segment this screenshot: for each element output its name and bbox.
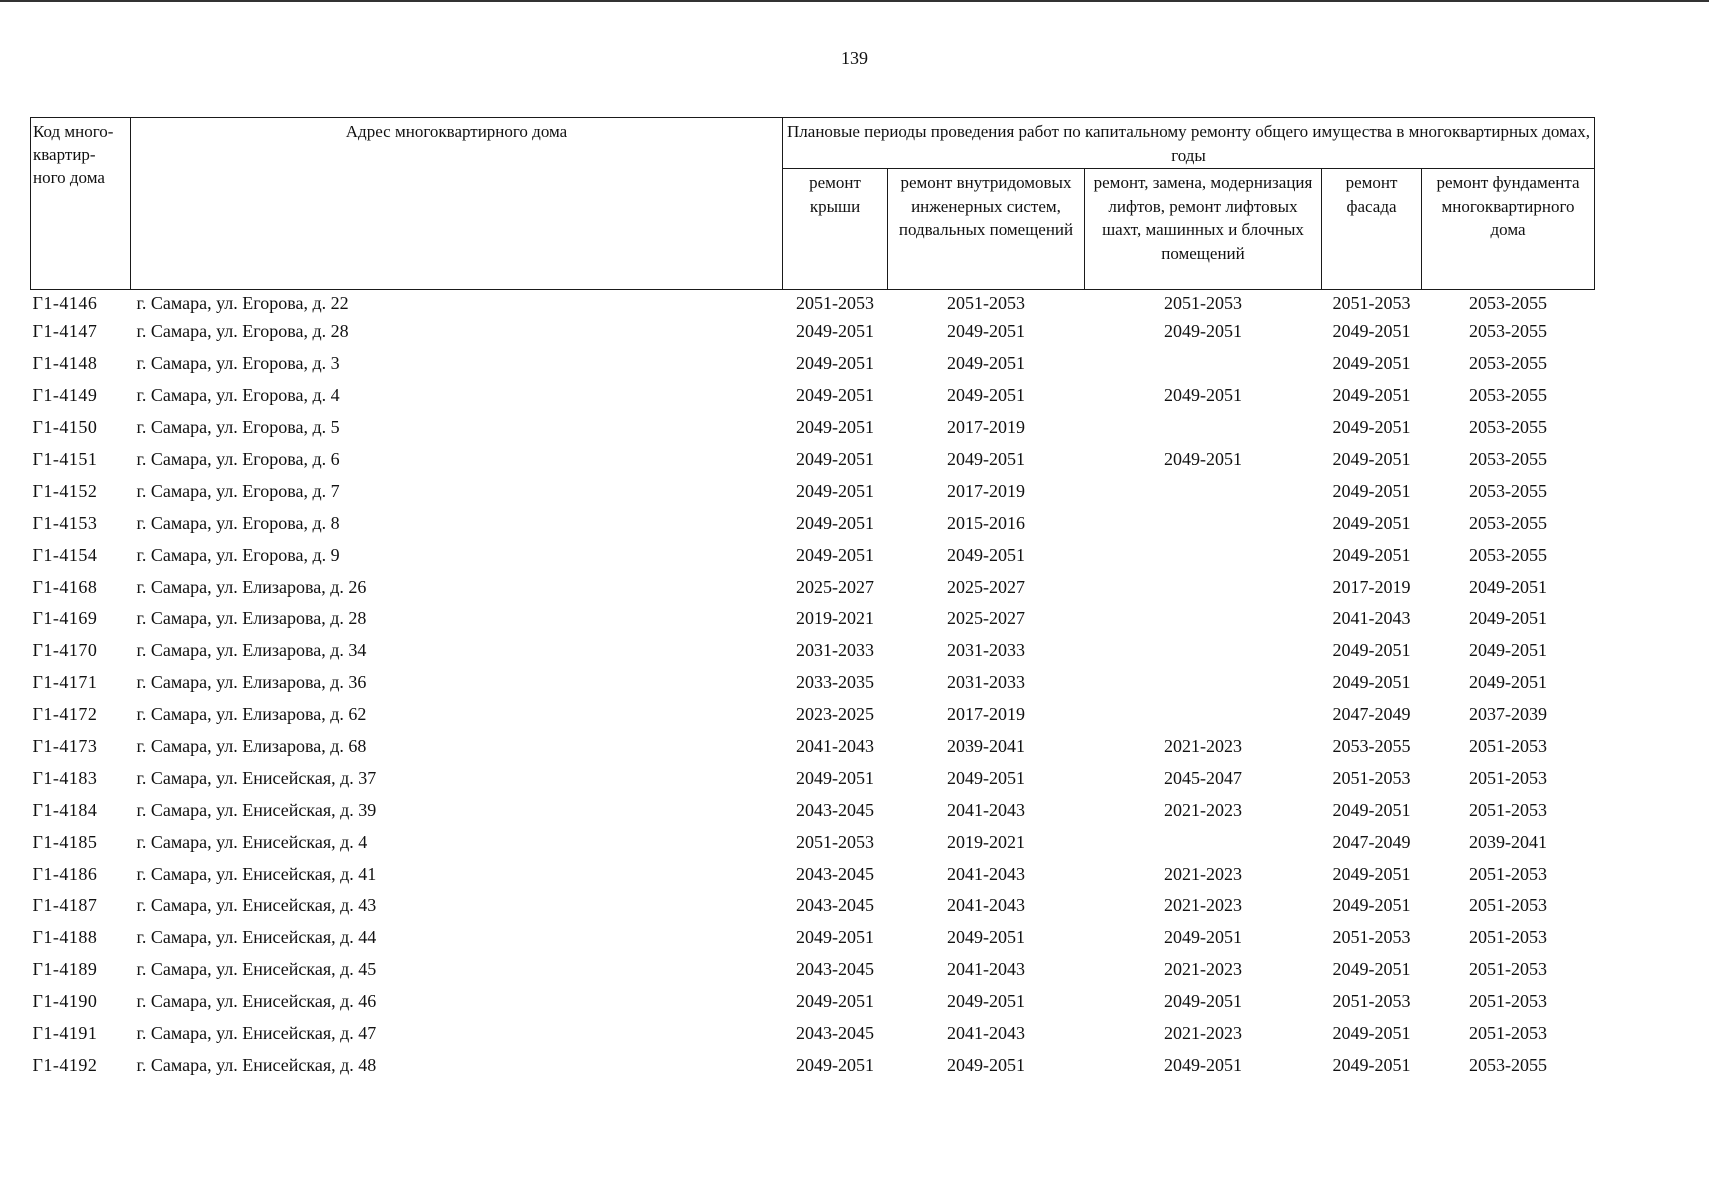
building-address-cell: г. Самара, ул. Егорова, д. 6 [136, 449, 340, 469]
roof-repair-period-cell: 2049-2051 [796, 991, 874, 1012]
table-row [31, 316, 1595, 348]
engineering-repair-period-cell: 2049-2051 [947, 767, 1025, 788]
engineering-repair-period-cell: 2041-2043 [947, 799, 1025, 820]
foundation-repair-period-cell: 2051-2053 [1469, 959, 1548, 980]
facade-repair-period-cell: 2049-2051 [1332, 863, 1411, 884]
schedule-table [30, 117, 1595, 1081]
table-row [31, 890, 1595, 922]
foundation-repair-period-cell: 2053-2055 [1469, 480, 1548, 501]
table-row [31, 826, 1595, 858]
foundation-repair-period-cell: 2039-2041 [1469, 831, 1548, 852]
building-code-cell: Г1-4186 [32, 863, 98, 884]
building-code-cell: Г1-4191 [32, 1023, 98, 1044]
foundation-repair-period-cell: 2053-2055 [1469, 449, 1548, 469]
facade-repair-period-cell: 2049-2051 [1332, 959, 1411, 980]
building-address-cell: г. Самара, ул. Енисейская, д. 45 [136, 959, 377, 980]
foundation-repair-period-cell: 2053-2055 [1469, 385, 1548, 406]
foundation-repair-period-cell: 2051-2053 [1469, 927, 1548, 948]
building-address-cell: г. Самара, ул. Енисейская, д. 44 [136, 927, 377, 948]
foundation-repair-period-cell: 2051-2053 [1469, 736, 1548, 757]
foundation-repair-period-cell: 2053-2055 [1469, 353, 1548, 374]
building-address-cell: г. Самара, ул. Егорова, д. 8 [136, 512, 340, 533]
elevator-repair-period-cell [1085, 826, 1322, 858]
elevator-repair-period-cell: 2045-2047 [1164, 767, 1242, 788]
building-address-cell: г. Самара, ул. Елизарова, д. 28 [136, 608, 367, 629]
building-address-cell: г. Самара, ул. Егорова, д. 22 [136, 292, 349, 313]
building-address-cell: г. Самара, ул. Енисейская, д. 47 [136, 1023, 377, 1044]
building-code-cell: Г1-4184 [32, 799, 98, 820]
building-address-cell: г. Самара, ул. Егорова, д. 4 [136, 385, 340, 406]
foundation-repair-period-cell: 2053-2055 [1469, 321, 1548, 342]
header-building-code: Код много-квартир-ного дома [31, 118, 131, 290]
table-row [31, 475, 1595, 507]
engineering-repair-period-cell: 2049-2051 [947, 991, 1025, 1012]
elevator-repair-period-cell [1085, 667, 1322, 699]
table-row [31, 603, 1595, 635]
building-code-cell: Г1-4168 [32, 576, 98, 597]
header-engineering-repair: ремонт внутридомовых инженерных систем, подвальных помещений [888, 169, 1085, 290]
elevator-repair-period-cell: 2021-2023 [1164, 959, 1242, 980]
roof-repair-period-cell: 2043-2045 [796, 799, 874, 820]
building-code-cell: Г1-4152 [32, 480, 98, 501]
elevator-repair-period-cell: 2021-2023 [1164, 863, 1242, 884]
roof-repair-period-cell: 2049-2051 [796, 353, 874, 374]
facade-repair-period-cell: 2049-2051 [1332, 385, 1411, 406]
header-roof-repair: ремонт крыши [783, 169, 888, 290]
roof-repair-period-cell: 2049-2051 [796, 385, 874, 406]
building-code-cell: Г1-4192 [32, 1054, 98, 1075]
elevator-repair-period-cell: 2049-2051 [1164, 449, 1242, 469]
table-row [31, 539, 1595, 571]
elevator-repair-period-cell: 2021-2023 [1164, 895, 1242, 916]
table-row [31, 290, 1595, 317]
facade-repair-period-cell: 2041-2043 [1332, 608, 1411, 629]
building-address-cell: г. Самара, ул. Егорова, д. 3 [136, 353, 340, 374]
elevator-repair-period-cell [1085, 539, 1322, 571]
facade-repair-period-cell: 2053-2055 [1332, 736, 1411, 757]
building-address-cell: г. Самара, ул. Елизарова, д. 34 [136, 640, 367, 661]
roof-repair-period-cell: 2019-2021 [796, 608, 874, 629]
elevator-repair-period-cell: 2021-2023 [1164, 736, 1242, 757]
table-row [31, 1018, 1595, 1050]
building-address-cell: г. Самара, ул. Елизарова, д. 68 [136, 736, 367, 757]
elevator-repair-period-cell [1085, 635, 1322, 667]
table-row [31, 507, 1595, 539]
building-code-cell: Г1-4172 [32, 704, 98, 725]
facade-repair-period-cell: 2049-2051 [1332, 672, 1411, 693]
top-border-line [0, 0, 1709, 2]
building-code-cell: Г1-4173 [32, 736, 98, 757]
elevator-repair-period-cell: 2021-2023 [1164, 1023, 1242, 1044]
building-code-cell: Г1-4150 [32, 417, 98, 438]
table-row [31, 986, 1595, 1018]
building-address-cell: г. Самара, ул. Енисейская, д. 4 [136, 831, 368, 852]
engineering-repair-period-cell: 2039-2041 [947, 736, 1025, 757]
building-address-cell: г. Самара, ул. Енисейская, д. 39 [136, 799, 377, 820]
building-code-cell: Г1-4190 [32, 991, 98, 1012]
building-code-cell: Г1-4188 [32, 927, 98, 948]
table-row [31, 667, 1595, 699]
table-body [31, 290, 1595, 1082]
roof-repair-period-cell: 2049-2051 [796, 1054, 874, 1075]
foundation-repair-period-cell: 2053-2055 [1469, 1054, 1548, 1075]
building-code-cell: Г1-4147 [32, 321, 98, 342]
building-address-cell: г. Самара, ул. Елизарова, д. 26 [136, 576, 367, 597]
building-address-cell: г. Самара, ул. Енисейская, д. 48 [136, 1054, 377, 1075]
building-code-cell: Г1-4170 [32, 640, 98, 661]
facade-repair-period-cell: 2049-2051 [1332, 544, 1411, 565]
building-address-cell: г. Самара, ул. Егорова, д. 28 [136, 321, 349, 342]
engineering-repair-period-cell: 2049-2051 [947, 927, 1025, 948]
facade-repair-period-cell: 2047-2049 [1332, 831, 1411, 852]
engineering-repair-period-cell: 2049-2051 [947, 321, 1025, 342]
facade-repair-period-cell: 2049-2051 [1332, 640, 1411, 661]
elevator-repair-period-cell: 2049-2051 [1164, 385, 1242, 406]
engineering-repair-period-cell: 2049-2051 [947, 353, 1025, 374]
roof-repair-period-cell: 2049-2051 [796, 321, 874, 342]
foundation-repair-period-cell: 2051-2053 [1469, 895, 1548, 916]
roof-repair-period-cell: 2049-2051 [796, 449, 874, 469]
table-row [31, 699, 1595, 731]
engineering-repair-period-cell: 2049-2051 [947, 1054, 1025, 1075]
roof-repair-period-cell: 2043-2045 [796, 863, 874, 884]
header-facade-repair: ремонт фасада [1322, 169, 1422, 290]
elevator-repair-period-cell: 2049-2051 [1164, 321, 1242, 342]
foundation-repair-period-cell: 2053-2055 [1469, 512, 1548, 533]
engineering-repair-period-cell: 2031-2033 [947, 640, 1025, 661]
roof-repair-period-cell: 2025-2027 [796, 576, 874, 597]
building-address-cell: г. Самара, ул. Елизарова, д. 36 [136, 672, 367, 693]
capital-repair-schedule-table [30, 117, 1595, 1081]
engineering-repair-period-cell: 2041-2043 [947, 1023, 1025, 1044]
elevator-repair-period-cell [1085, 699, 1322, 731]
table-row [31, 635, 1595, 667]
engineering-repair-period-cell: 2041-2043 [947, 959, 1025, 980]
roof-repair-period-cell: 2049-2051 [796, 927, 874, 948]
engineering-repair-period-cell: 2049-2051 [947, 544, 1025, 565]
building-code-cell: Г1-4187 [32, 895, 98, 916]
facade-repair-period-cell: 2051-2053 [1332, 767, 1411, 788]
facade-repair-period-cell: 2049-2051 [1332, 321, 1411, 342]
building-code-cell: Г1-4153 [32, 512, 98, 533]
roof-repair-period-cell: 2023-2025 [796, 704, 874, 725]
roof-repair-period-cell: 2043-2045 [796, 1023, 874, 1044]
building-address-cell: г. Самара, ул. Енисейская, д. 41 [136, 863, 377, 884]
building-address-cell: г. Самара, ул. Енисейская, д. 46 [136, 991, 377, 1012]
facade-repair-period-cell: 2049-2051 [1332, 1023, 1411, 1044]
facade-repair-period-cell: 2049-2051 [1332, 895, 1411, 916]
roof-repair-period-cell: 2041-2043 [796, 736, 874, 757]
facade-repair-period-cell: 2049-2051 [1332, 512, 1411, 533]
foundation-repair-period-cell: 2051-2053 [1469, 863, 1548, 884]
elevator-repair-period-cell [1085, 412, 1322, 444]
foundation-repair-period-cell: 2049-2051 [1469, 640, 1548, 661]
foundation-repair-period-cell: 2049-2051 [1469, 672, 1548, 693]
building-code-cell: Г1-4189 [32, 959, 98, 980]
roof-repair-period-cell: 2049-2051 [796, 767, 874, 788]
roof-repair-period-cell: 2049-2051 [796, 512, 874, 533]
roof-repair-period-cell: 2031-2033 [796, 640, 874, 661]
foundation-repair-period-cell: 2049-2051 [1469, 576, 1548, 597]
building-code-cell: Г1-4149 [32, 385, 98, 406]
table-row [31, 794, 1595, 826]
facade-repair-period-cell: 2047-2049 [1332, 704, 1411, 725]
building-code-cell: Г1-4151 [32, 449, 98, 469]
engineering-repair-period-cell: 2041-2043 [947, 895, 1025, 916]
engineering-repair-period-cell: 2017-2019 [947, 417, 1025, 438]
table-header [31, 118, 1595, 290]
foundation-repair-period-cell: 2053-2055 [1469, 292, 1548, 313]
engineering-repair-period-cell: 2017-2019 [947, 704, 1025, 725]
engineering-repair-period-cell: 2025-2027 [947, 576, 1025, 597]
table-row [31, 922, 1595, 954]
foundation-repair-period-cell: 2053-2055 [1469, 544, 1548, 565]
building-address-cell: г. Самара, ул. Егорова, д. 5 [136, 417, 340, 438]
elevator-repair-period-cell: 2049-2051 [1164, 927, 1242, 948]
table-row [31, 1049, 1595, 1081]
elevator-repair-period-cell [1085, 603, 1322, 635]
facade-repair-period-cell: 2051-2053 [1332, 292, 1411, 313]
roof-repair-period-cell: 2043-2045 [796, 959, 874, 980]
header-planned-periods: Плановые периоды проведения работ по капитальному ремонту общего имущества в многоквартирных домах, годы [783, 118, 1595, 169]
table-row [31, 571, 1595, 603]
building-code-cell: Г1-4169 [32, 608, 98, 629]
table-row [31, 348, 1595, 380]
table-row [31, 412, 1595, 444]
roof-repair-period-cell: 2043-2045 [796, 895, 874, 916]
facade-repair-period-cell: 2049-2051 [1332, 417, 1411, 438]
table-row [31, 444, 1595, 476]
table-row [31, 762, 1595, 794]
facade-repair-period-cell: 2049-2051 [1332, 449, 1411, 469]
building-address-cell: г. Самара, ул. Енисейская, д. 43 [136, 895, 377, 916]
facade-repair-period-cell: 2051-2053 [1332, 991, 1411, 1012]
foundation-repair-period-cell: 2053-2055 [1469, 417, 1548, 438]
building-code-cell: Г1-4154 [32, 544, 98, 565]
elevator-repair-period-cell [1085, 507, 1322, 539]
elevator-repair-period-cell: 2049-2051 [1164, 991, 1242, 1012]
building-address-cell: г. Самара, ул. Егорова, д. 9 [136, 544, 340, 565]
foundation-repair-period-cell: 2051-2053 [1469, 799, 1548, 820]
foundation-repair-period-cell: 2049-2051 [1469, 608, 1548, 629]
facade-repair-period-cell: 2049-2051 [1332, 799, 1411, 820]
roof-repair-period-cell: 2033-2035 [796, 672, 874, 693]
foundation-repair-period-cell: 2051-2053 [1469, 767, 1548, 788]
engineering-repair-period-cell: 2049-2051 [947, 385, 1025, 406]
roof-repair-period-cell: 2051-2053 [796, 831, 874, 852]
header-elevator-repair: ремонт, замена, модернизация лифтов, ремонт лифтовых шахт, машинных и блочных помещений [1085, 169, 1322, 290]
engineering-repair-period-cell: 2017-2019 [947, 480, 1025, 501]
engineering-repair-period-cell: 2031-2033 [947, 672, 1025, 693]
elevator-repair-period-cell: 2021-2023 [1164, 799, 1242, 820]
table-row [31, 954, 1595, 986]
facade-repair-period-cell: 2017-2019 [1332, 576, 1411, 597]
elevator-repair-period-cell [1085, 475, 1322, 507]
foundation-repair-period-cell: 2037-2039 [1469, 704, 1548, 725]
building-address-cell: г. Самара, ул. Елизарова, д. 62 [136, 704, 367, 725]
elevator-repair-period-cell [1085, 571, 1322, 603]
building-code-cell: Г1-4146 [32, 292, 98, 313]
elevator-repair-period-cell: 2051-2053 [1164, 292, 1242, 313]
page-number: 139 [841, 48, 868, 68]
building-code-cell: Г1-4171 [32, 672, 98, 693]
engineering-repair-period-cell: 2049-2051 [947, 449, 1025, 469]
roof-repair-period-cell: 2049-2051 [796, 480, 874, 501]
table-row [31, 731, 1595, 763]
header-building-address: Адрес многоквартирного дома [131, 118, 783, 290]
foundation-repair-period-cell: 2051-2053 [1469, 991, 1548, 1012]
elevator-repair-period-cell [1085, 348, 1322, 380]
engineering-repair-period-cell: 2019-2021 [947, 831, 1025, 852]
building-code-cell: Г1-4148 [32, 353, 98, 374]
facade-repair-period-cell: 2049-2051 [1332, 1054, 1411, 1075]
table-row [31, 380, 1595, 412]
elevator-repair-period-cell: 2049-2051 [1164, 1054, 1242, 1075]
building-address-cell: г. Самара, ул. Енисейская, д. 37 [136, 767, 377, 788]
facade-repair-period-cell: 2049-2051 [1332, 353, 1411, 374]
facade-repair-period-cell: 2049-2051 [1332, 480, 1411, 501]
engineering-repair-period-cell: 2041-2043 [947, 863, 1025, 884]
roof-repair-period-cell: 2049-2051 [796, 417, 874, 438]
roof-repair-period-cell: 2049-2051 [796, 544, 874, 565]
roof-repair-period-cell: 2051-2053 [796, 292, 874, 313]
engineering-repair-period-cell: 2025-2027 [947, 608, 1025, 629]
building-code-cell: Г1-4185 [32, 831, 98, 852]
engineering-repair-period-cell: 2015-2016 [947, 512, 1025, 533]
facade-repair-period-cell: 2051-2053 [1332, 927, 1411, 948]
foundation-repair-period-cell: 2051-2053 [1469, 1023, 1548, 1044]
building-code-cell: Г1-4183 [32, 767, 98, 788]
table-row [31, 858, 1595, 890]
header-foundation-repair: ремонт фундамента многоквартирного дома [1422, 169, 1595, 290]
engineering-repair-period-cell: 2051-2053 [947, 292, 1025, 313]
building-address-cell: г. Самара, ул. Егорова, д. 7 [136, 480, 340, 501]
